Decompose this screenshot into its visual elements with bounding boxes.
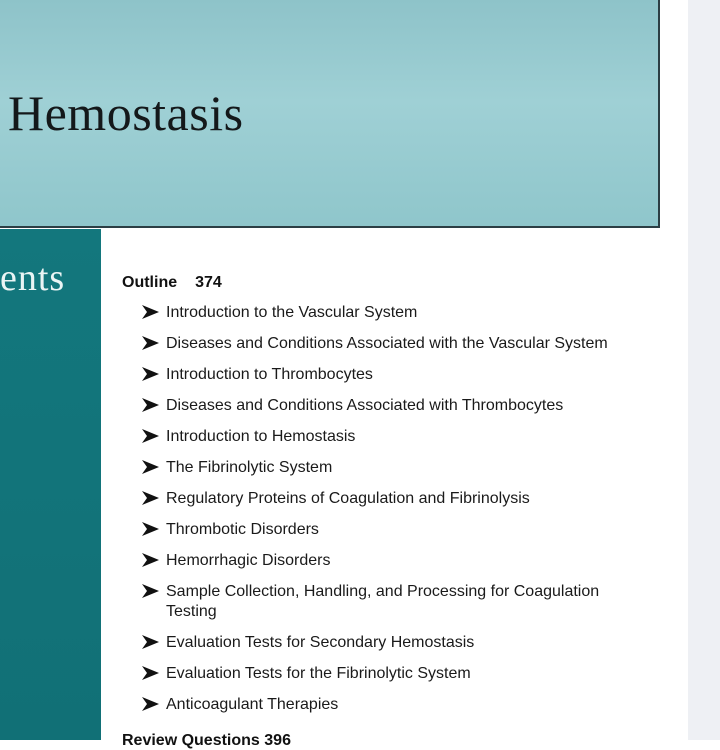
outline-item-label: Anticoagulant Therapies bbox=[166, 696, 339, 713]
outline-item bbox=[142, 582, 662, 622]
outline-item-label: Regulatory Proteins of Coagulation and Fibrinolysis bbox=[166, 490, 530, 507]
arrow-bullet-icon bbox=[142, 633, 166, 649]
outline-item-label: Evaluation Tests for Secondary Hemostasis bbox=[166, 634, 475, 651]
contents-sidebar bbox=[0, 229, 101, 740]
arrow-bullet-icon bbox=[142, 582, 166, 598]
contents-sidebar-title: ents bbox=[0, 257, 66, 299]
arrow-bullet-icon bbox=[142, 396, 166, 412]
outline-item bbox=[142, 365, 662, 385]
arrow-bullet-icon bbox=[142, 664, 166, 680]
arrow-bullet-icon bbox=[142, 458, 166, 474]
outline-item-label: Diseases and Conditions Associated with the Vascular System bbox=[166, 335, 608, 352]
outline-item bbox=[142, 633, 662, 653]
outline-page-number: 374 bbox=[195, 274, 222, 291]
next-section-heading-cutoff: Review Questions 396 bbox=[122, 732, 291, 749]
arrow-bullet-icon bbox=[142, 551, 166, 567]
arrow-bullet-icon bbox=[142, 489, 166, 505]
outline-item bbox=[142, 427, 662, 447]
chapter-title: Hemostasis bbox=[8, 85, 244, 141]
outline-item-label: Evaluation Tests for the Fibrinolytic System bbox=[166, 665, 471, 682]
outline-item-label: Hemorrhagic Disorders bbox=[166, 552, 331, 569]
arrow-bullet-icon bbox=[142, 695, 166, 711]
outline-item-label: Introduction to the Vascular System bbox=[166, 304, 418, 321]
outline-item-label: Introduction to Hemostasis bbox=[166, 428, 356, 445]
arrow-bullet-icon bbox=[142, 303, 166, 319]
outline-item bbox=[142, 334, 662, 354]
outline-item bbox=[142, 520, 662, 540]
outline-item bbox=[142, 458, 662, 478]
outline-item-label: Diseases and Conditions Associated with Thrombocytes bbox=[166, 397, 564, 414]
arrow-bullet-icon bbox=[142, 520, 166, 536]
outline-heading bbox=[122, 274, 222, 292]
outline-item bbox=[142, 551, 662, 571]
outline-item bbox=[142, 396, 662, 416]
outline-label: Outline bbox=[122, 274, 178, 291]
outline-item bbox=[142, 695, 662, 715]
outline-item-label: The Fibrinolytic System bbox=[166, 459, 333, 476]
viewer-margin bbox=[688, 0, 720, 740]
outline-item-label: Thrombotic Disorders bbox=[166, 521, 319, 538]
chapter-header-band bbox=[0, 0, 660, 228]
arrow-bullet-icon bbox=[142, 427, 166, 443]
outline-item bbox=[142, 664, 662, 684]
outline-item bbox=[142, 303, 662, 323]
outline-item-label: Introduction to Thrombocytes bbox=[166, 366, 373, 383]
arrow-bullet-icon bbox=[142, 334, 166, 350]
outline-item-label: Sample Collection, Handling, and Processing for Coagulation Testing bbox=[166, 583, 600, 620]
arrow-bullet-icon bbox=[142, 365, 166, 381]
outline-item bbox=[142, 489, 662, 509]
outline-list bbox=[142, 303, 662, 726]
